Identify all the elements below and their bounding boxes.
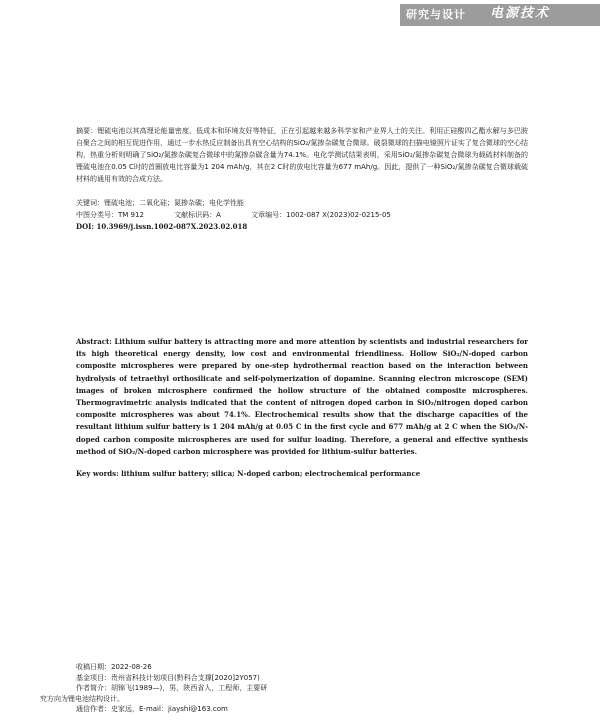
header-section-label: 研究与设计 (406, 8, 466, 21)
doi: DOI: 10.3969/j.issn.1002-087X.2023.02.018 (76, 222, 248, 231)
classification-line (76, 209, 419, 221)
chinese-keywords: 关键词：锂硫电池；二氧化硅；氮掺杂碳；电化学性能 (76, 199, 244, 207)
author-bio: 作者简介：胡锦飞(1989—)，男，陕西省人，工程师，主要研 (76, 684, 268, 692)
document-code: 文献标识码：A (174, 211, 221, 219)
english-abstract: Abstract: Lithium sulfur battery is attracting more and more attention by scientists and industrial researchers for its high theoretical energy density, low cost and environmental friendliness. Hollow SiO₂/N-doped carbon composite microspheres were prepared by one-step hydrothermal reaction based on the interaction between hydrolysis of tetraethyl orthosilicate and self-polymerization of dopamine. Scanning electron microscope (SEM) images of broken microsphere confirmed the hollow structure of the obtained composite microspheres. Thermogravimetric analysis indicated that the content of nitrogen doped carbon in SiO₂/nitrogen doped carbon composite microspheres was about 74.1%. Electrochemical results show that the discharge capacities of the resultant lithium sulfur battery is 1 204 mAh/g at 0.05 C in the first cycle and 677 mAh/g at 2 C when the SiO₂/N-doped carbon composite microspheres are used for sulfur loading. Therefore, a general and effective synthesis method of SiO₂/N-doped carbon microsphere was provided for lithium-sulfur batteries. (76, 337, 528, 456)
english-keywords: Key words: lithium sulfur battery; silica; N-doped carbon; electrochemical performance (76, 469, 421, 478)
article-number: 文章编号：1002-087 X(2023)02-0215-05 (251, 211, 391, 219)
author-bio-continued: 究方向为锂电池结构设计。 (40, 694, 124, 703)
chinese-abstract: 摘要：锂硫电池以其高理论能量密度、低成本和环境友好等特征，正在引起越来越多科学家和产业界人士的关注。利用正硅酸四乙酯水解与多巴胺自聚合之间的相互促进作用，通过一步水热反应制备出具有空心结构的SiO₂/氮掺杂碳复合微球。破裂微球的扫描电镜照片证实了复合微球的空心结构，热重分析则明确了SiO₂/氮掺杂碳复合微球中的氮掺杂碳含量为74.1%。电化学测试结果表明，采用SiO₂/氮掺杂碳复合微球为载硫材料制备的锂硫电池在0.05 C时的首圈放电比容量为1 204 mAh/g，其在2 C时的放电比容量为677 mAh/g。因此，提供了一种SiO₂/氮掺杂碳复合微球载硫材料的通用有效的合成方法。 (76, 127, 528, 183)
journal-logo-text: 电源技术 (490, 6, 551, 21)
clc-number: 中图分类号：TM 912 (76, 211, 144, 219)
fund-project: 基金项目：贵州省科技计划项目(黔科合支撑[2020]2Y057) (76, 673, 260, 682)
received-date: 收稿日期：2022-08-26 (76, 663, 152, 671)
corresponding-author: 通信作者：史家远，E-mail：jiayshi@163.com (76, 705, 228, 713)
footnotes (40, 662, 516, 715)
